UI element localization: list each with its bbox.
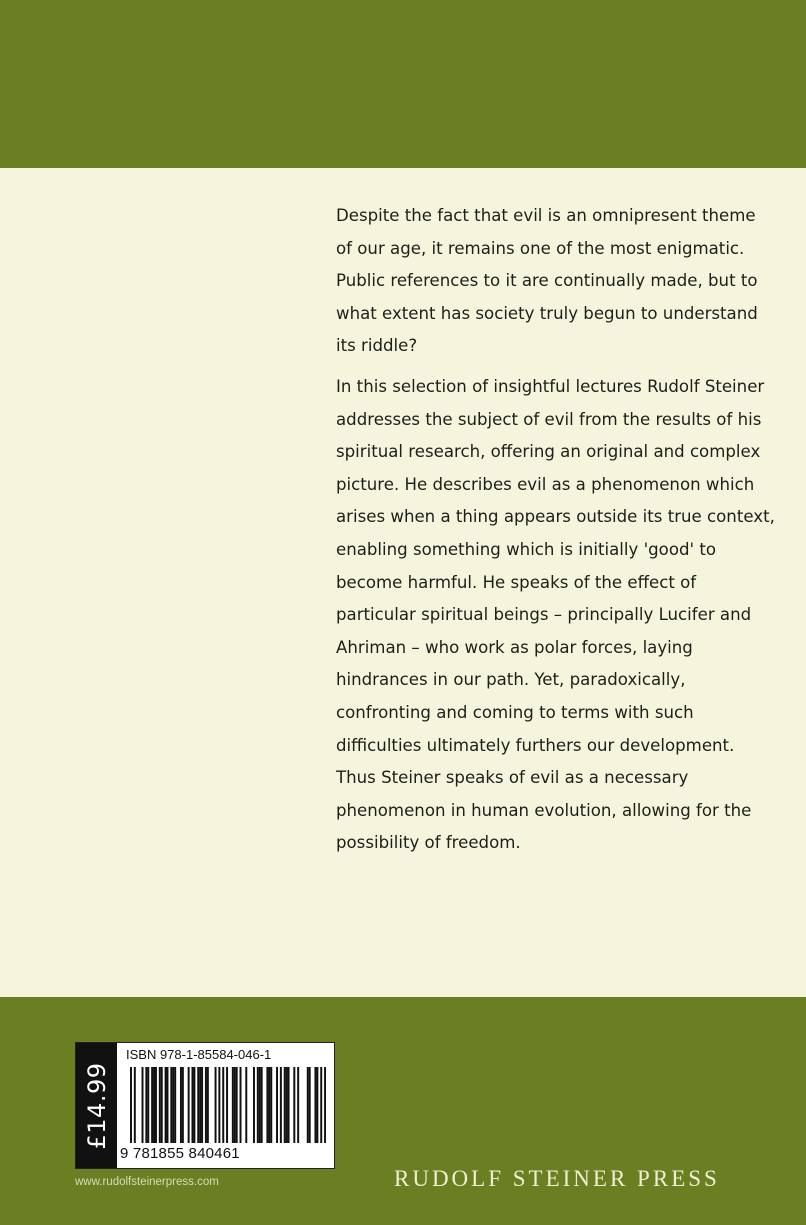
barcode-icon <box>130 1067 326 1147</box>
price-panel <box>76 1043 117 1168</box>
publisher-name: RUDOLF STEINER PRESS <box>394 1166 720 1191</box>
blurb-paragraph-1: Despite the fact that evil is an omnipresent theme of our age, it remains one of the most enigmatic. Public references to it are continually made, but to what extent has society truly begun to understand its riddle? <box>336 206 758 356</box>
blurb-paragraph-2: In this selection of insightful lectures Rudolf Steiner addresses the subject of evil from the results of his spiritual research, offering an original and complex picture. He describes evil as a phenomenon which arises when a thing appears outside its true context, enabling something which is initially 'good' to become harmful. He speaks of the effect of particular spiritual beings – principally Lucifer and Ahriman – who work as polar forces, laying hindrances in our path. Yet, paradoxically, confronting and coming to terms with such difficulties ultimately furthers our development. Thus Steiner speaks of evil as a necessary phenomenon in human evolution, allowing for the possibility of freedom. <box>336 376 775 853</box>
price-label: £14.99 <box>82 1062 111 1149</box>
back-cover-blurb <box>336 200 776 868</box>
barcode-digits: 9 781855 840461 <box>120 1145 240 1162</box>
top-color-band <box>0 0 806 168</box>
publisher-website: www.rudolfsteinerpress.com <box>75 1176 219 1188</box>
isbn-label: ISBN 978-1-85584-046-1 <box>126 1047 272 1062</box>
barcode-box <box>75 1042 335 1169</box>
